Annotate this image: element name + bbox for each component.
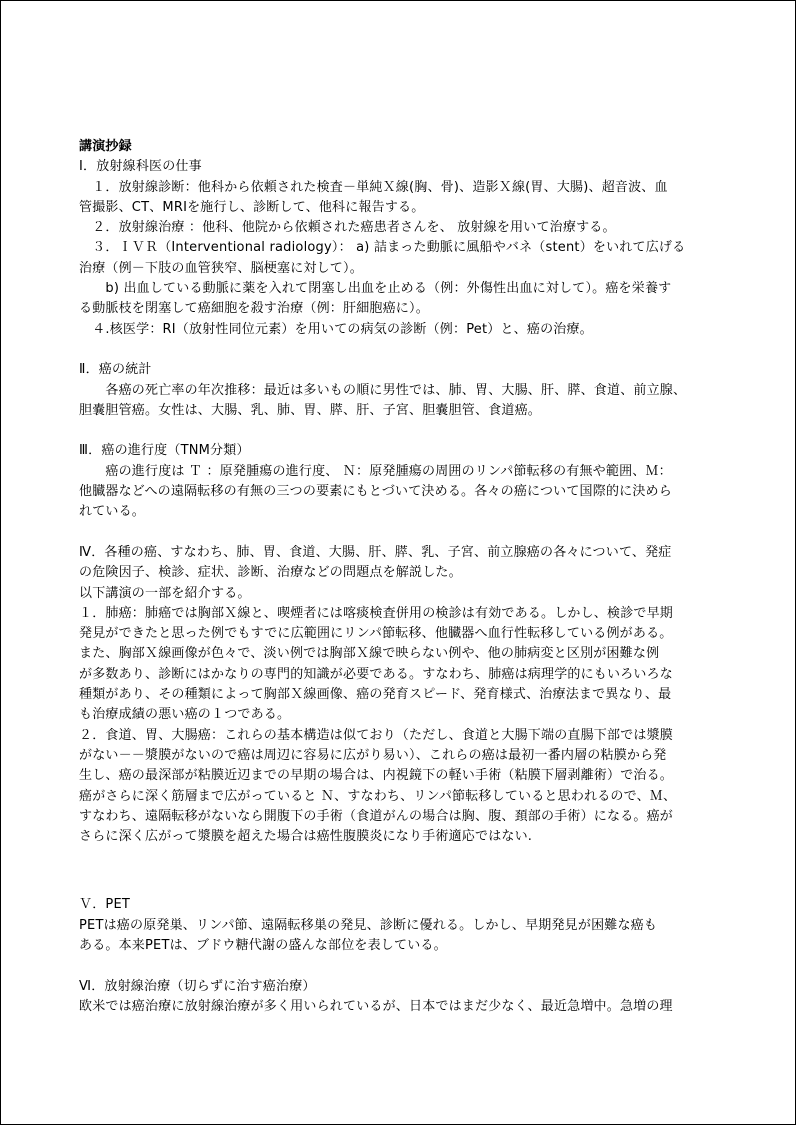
document-title: 講演抄録 (79, 139, 132, 154)
text-line: 管撮影、CT、MRIを施行し、診断して、他科に報告する。 (79, 199, 425, 215)
text-line: 生し、癌の最深部が粘膜近辺までの早期の場合は、内視鏡下の軽い手術（粘膜下層剥離術）で治る。 (79, 768, 674, 784)
text-line: 種類があり、その種類によって胸部Ｘ線画像、癌の発育スピード、発育様式、治療法まで異なり、最 (79, 687, 672, 703)
text-line: 各癌の死亡率の年次推移：最近は多いもの順に男性では、肺、胃、大腸、肝、膵、食道、前立腺、 (79, 382, 687, 398)
text-line: 他臓器などへの遠隔転移の有無の三つの要素にもとづいて決める。各々の癌について国際的に決めら (79, 484, 672, 500)
section-3 (79, 441, 719, 522)
paragraph-spacer (79, 340, 719, 360)
text-line: 発見ができたと思った例でもすでに広範囲にリンパ節転移、他臓器へ血行性転移している例がある。 (79, 626, 673, 642)
text-line: ある。本来PETは、ブドウ糖代謝の盛んな部位を表している。 (79, 937, 447, 953)
text-line: 治療（例－下肢の血管狭窄、脳梗塞に対して）。 (79, 260, 363, 276)
text-line: 癌がさらに深く筋層まで広がっていると Ｎ、すなわち、リンパ節転移していると思われるので、Ｍ、 (79, 788, 677, 804)
text-line: 癌の進行度は Ｔ ：原発腫瘍の進行度、 Ｎ：原発腫瘍の周囲のリンパ節転移の有無や範囲、Ｍ： (79, 463, 672, 479)
section-6 (79, 977, 719, 1018)
text-line: Ⅳ．各種の癌、すなわち、肺、胃、食道、大腸、肝、膵、乳、子宮、前立腺癌の各々について、発症 (79, 544, 672, 560)
text-line: 胆嚢胆管癌。女性は、大腸、乳、肺、胃、膵、肝、子宮、胆嚢胆管、食道癌。 (79, 402, 542, 418)
text-line: れている。 (79, 504, 146, 520)
text-line: b) 出血している動脈に薬を入れて閉塞し出血を止める（例：外傷性出血に対して）。癌を栄養す (79, 281, 672, 297)
section-heading: Ⅵ．放射線治療（切らずに治す癌治療） (79, 978, 316, 994)
text-line: ２．放射線治療 ：他科、他院から依頼された癌患者さんを、 放射線を用いて治療する。 (79, 220, 616, 236)
section-1 (79, 157, 719, 340)
text-line: ４.核医学：RI（放射性同位元素）を用いての病気の診断（例：Pet）と、癌の治療。 (79, 321, 593, 337)
text-line: が多数あり、診断にはかなりの専門的知識が必要である。すなわち、肺癌は病理学的にもいろいろな (79, 666, 674, 682)
paragraph-spacer (79, 523, 719, 543)
text-line: PETは癌の原発巣、リンパ節、遠隔転移巣の発見、診断に優れる。しかし、早期発見が困難な癌も (79, 917, 658, 933)
text-line: 以下講演の一部を紹介する。 (79, 585, 251, 601)
section-5 (79, 895, 719, 956)
text-line: る動脈枝を閉塞して癌細胞を殺す治療（例：肝細胞癌に）。 (79, 301, 429, 317)
document-body (79, 137, 719, 1017)
section-heading: Ⅲ．癌の進行度（TNM分類） (79, 443, 250, 459)
text-line: すなわち、遠隔転移がないなら開腹下の手術（食道がんの場合は胸、腹、頚部の手術）になる。癌が (79, 808, 674, 824)
text-line: も治療成績の悪い癌の１つである。 (79, 707, 291, 723)
text-line: ３．ＩＶＲ（Interventional radiology）： a) 詰まった動脈に風船やバネ（stent）をいれて広げる (79, 240, 686, 256)
text-line: また、胸部Ｘ線画像が色々で、淡い例では胸部Ｘ線で映らない例や、他の肺病変と区別が困難な例 (79, 646, 660, 662)
text-line: 欧米では癌治療に放射線治療が多く用いられているが、日本ではまだ少なく、最近急増中。急増の理 (79, 998, 673, 1014)
text-line: １．放射線診断：他科から依頼された検査－単純Ｘ線(胸、骨)、造影Ｘ線(胃、大腸)、超音波、血 (79, 179, 668, 195)
text-line: １．肺癌：肺癌では胸部Ｘ線と、喫煙者には喀痰検査併用の検診は有効である。しかし、検診で早期 (79, 605, 674, 621)
section-heading: Ⅱ．癌の統計 (79, 362, 152, 378)
text-line: さらに深く広がって漿膜を超えた場合は癌性腹膜炎になり手術適応ではない. (79, 829, 533, 845)
text-line: ２．食道、胃、大腸癌：これらの基本構造は似ており（ただし、食道と大腸下端の直腸下部では漿膜 (79, 727, 674, 743)
section-4 (79, 543, 719, 847)
paragraph-spacer (79, 847, 719, 895)
text-line: の危険因子、検診、症状、診断、治療などの問題点を解説した。 (79, 565, 462, 581)
section-heading: Ｖ．PET (79, 897, 130, 913)
paragraph-spacer (79, 421, 719, 441)
section-heading: Ⅰ．放射線科医の仕事 (79, 159, 202, 175)
section-2 (79, 360, 719, 421)
paragraph-spacer (79, 956, 719, 976)
text-line: がない－－漿膜がないので癌は周辺に容易に広がり易い）、これらの癌は最初一番内層の粘膜から発 (79, 747, 667, 763)
